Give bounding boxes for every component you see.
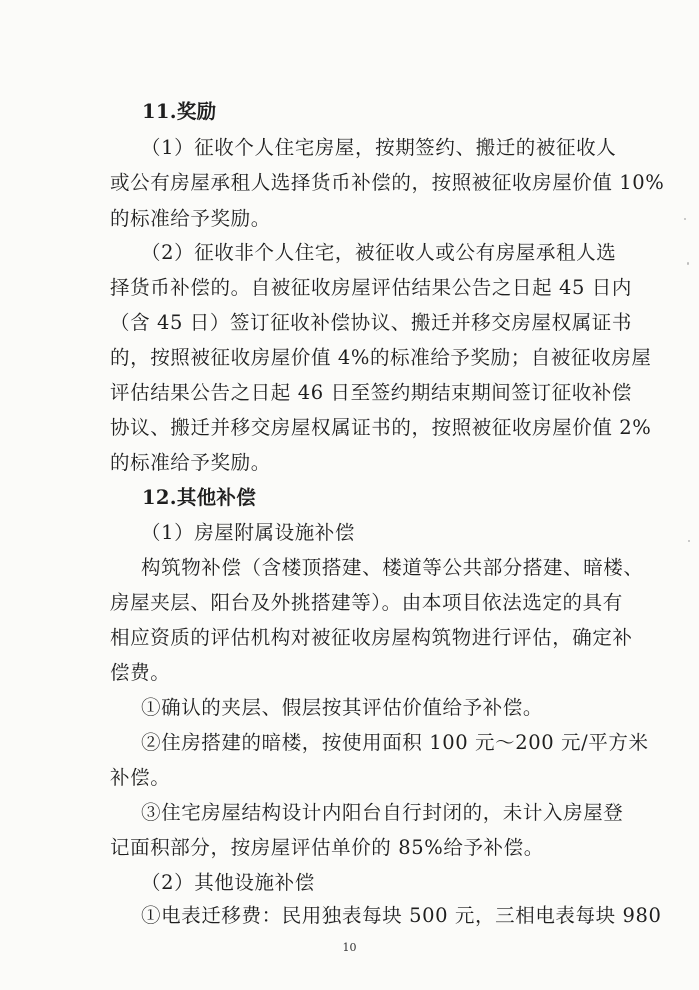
section-11-p2-line-4: 的，按照被征收房屋价值 4%的标准给予奖励；自被征收房屋 (110, 346, 652, 369)
list-item-3-line-2: 记面积部分，按房屋评估单价的 85%给予补偿。 (110, 836, 544, 859)
section-12-p1-line-3: 相应资质的评估机构对被征收房屋构筑物进行评估，确定补 (110, 626, 633, 649)
section-11-p2-line-6: 协议、搬迁并移交房屋权属证书的，按照被征收房屋价值 2% (110, 416, 652, 439)
section-11-p1-line-1: （1）征收个人住宅房屋，按期签约、搬迁的被征收人 (141, 136, 617, 159)
section-12-p1-line-2: 房屋夹层、阳台及外挑搭建等）。由本项目依法选定的具有 (110, 591, 623, 614)
section-11-p2-line-1: （2）征收非个人住宅，被征收人或公有房屋承租人选 (141, 241, 617, 264)
list-item-2-line-2: 补偿。 (110, 766, 171, 789)
section-11-p2-line-2: 择货币补偿的。自被征收房屋评估结果公告之日起 45 日内 (110, 276, 633, 299)
section-11-p1-line-2: 或公有房屋承租人选择货币补偿的，按照被征收房屋价值 10% (110, 171, 665, 194)
section-11-heading: 11.奖励 (142, 100, 217, 123)
scan-speck (688, 540, 690, 542)
section-11-p2-line-7: 的标准给予奖励。 (110, 451, 271, 474)
list-item-2-line-1: ②住房搭建的暗楼，按使用面积 100 元～200 元/平方米 (141, 731, 649, 754)
section-12-heading: 12.其他补偿 (142, 486, 257, 509)
section-12-sub2-title: （2）其他设施补偿 (141, 871, 315, 894)
section-12-p1-line-1: 构筑物补偿（含楼顶搭建、楼道等公共部分搭建、暗楼、 (141, 556, 644, 579)
scan-speck (687, 262, 689, 265)
section-12-p1-line-4: 偿费。 (110, 661, 171, 684)
scan-speck (684, 218, 686, 220)
list-item-3-line-1: ③住宅房屋结构设计内阳台自行封闭的，未计入房屋登 (141, 801, 624, 824)
section-11-p2-line-3: （含 45 日）签订征收补偿协议、搬迁并移交房屋权属证书 (110, 311, 633, 334)
section-12-sub1-title: （1）房屋附属设施补偿 (141, 521, 356, 544)
section-11-p2-line-5: 评估结果公告之日起 46 日至签约期结束期间签订征收补偿 (110, 381, 633, 404)
list-item-4: ①电表迁移费：民用独表每块 500 元，三相电表每块 980 (141, 904, 662, 927)
section-11-p1-line-3: 的标准给予奖励。 (110, 207, 271, 230)
list-item-1: ①确认的夹层、假层按其评估价值给予补偿。 (141, 696, 544, 719)
page-number: 10 (342, 941, 357, 954)
